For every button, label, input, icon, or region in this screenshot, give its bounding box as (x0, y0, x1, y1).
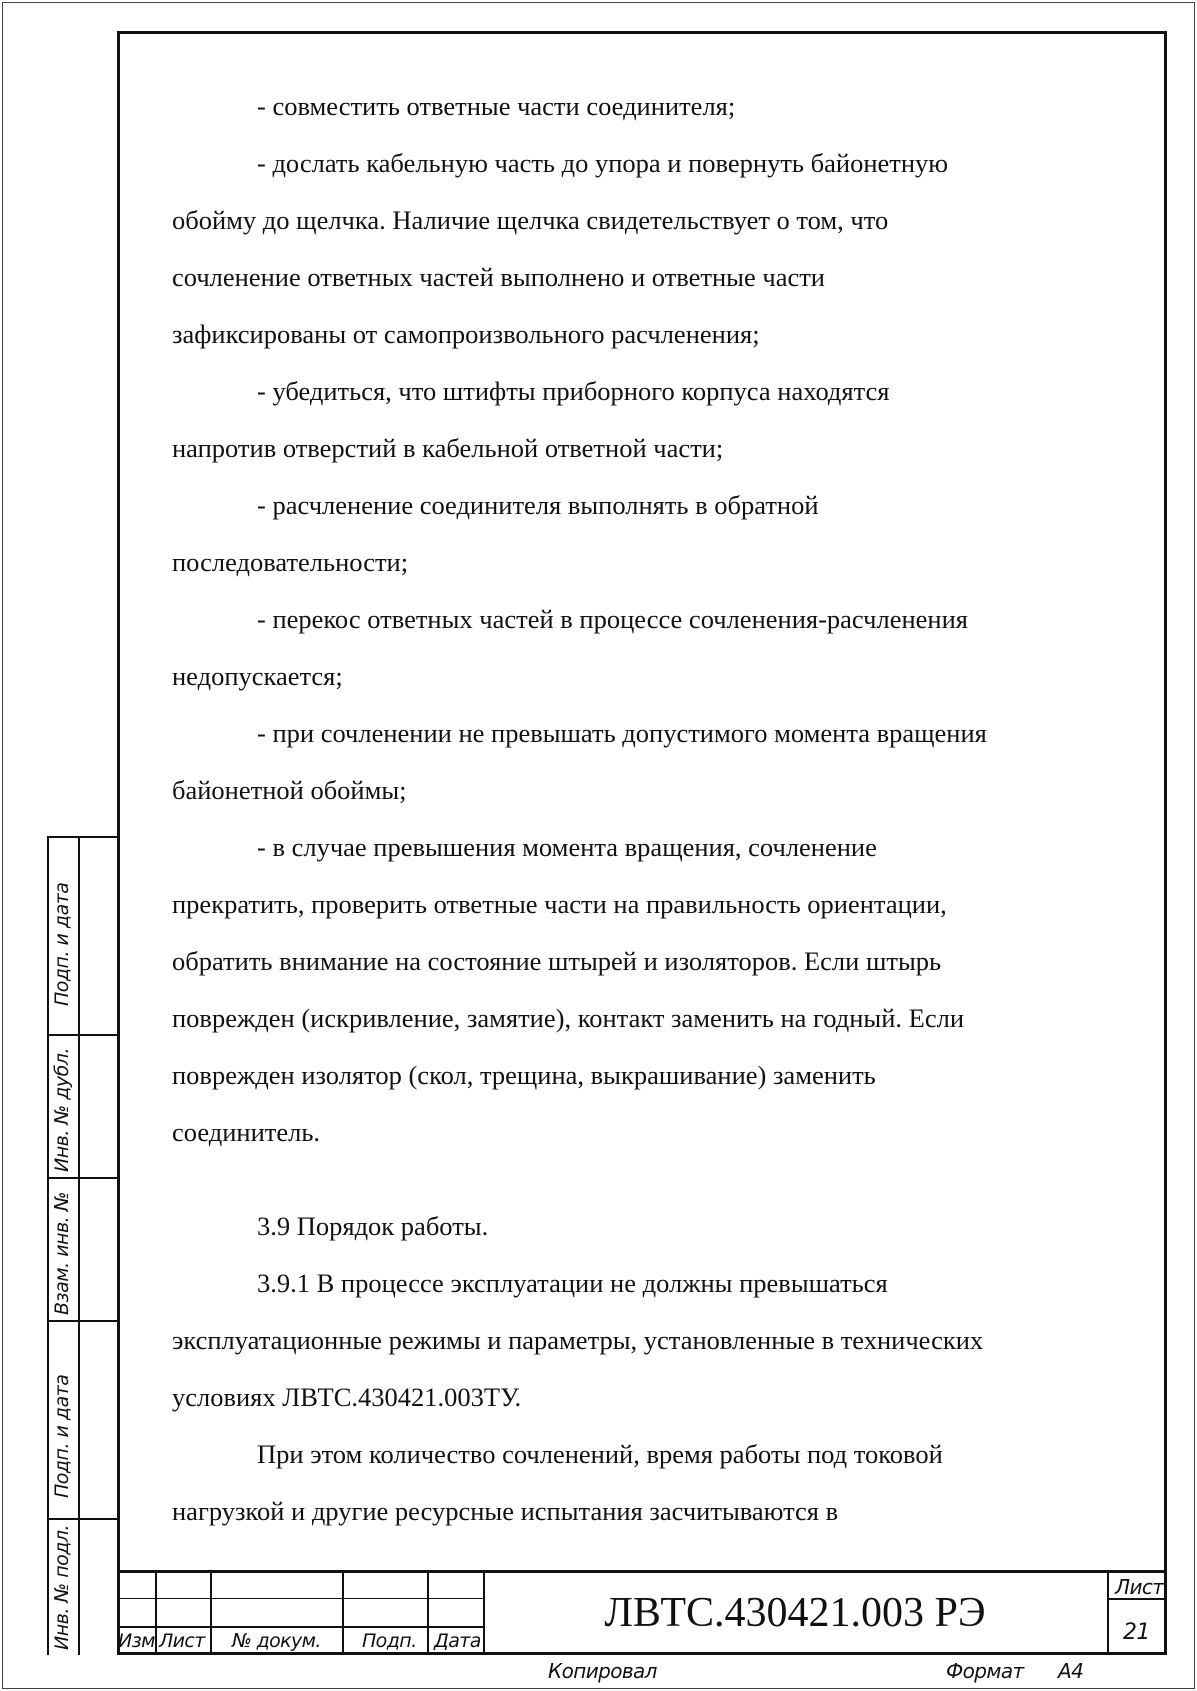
text-line: соединитель. (172, 1117, 321, 1147)
text-line: - дослать кабельную часть до упора и повернуть байонетную (257, 148, 949, 178)
format-value: А4 (1058, 1659, 1084, 1683)
side-column (47, 836, 119, 1655)
text-line: недопускается; (172, 661, 343, 691)
text-line: - расчленение соединителя выполнять в обратной (257, 490, 819, 520)
text-line: условиях ЛВТС.430421.003ТУ. (172, 1382, 522, 1412)
text-line: эксплуатационные режимы и параметры, установленные в технических (172, 1325, 984, 1355)
text-line: - при сочленении не превышать допустимого момента вращения (257, 718, 987, 748)
header-signature: Подп. (362, 1630, 417, 1652)
side-label-replaced-inv: Взам. инв. № (51, 1191, 73, 1315)
section-heading: 3.9 Порядок работы. (257, 1211, 489, 1241)
side-label-orig-inv: Инв. № подл. (51, 1524, 73, 1650)
header-change: Изм (118, 1630, 155, 1652)
text-line: обратить внимание на состояние штырей и изоляторов. Если штырь (172, 946, 942, 976)
text-line: поврежден (искривление, замятие), контакт заменить на годный. Если (172, 1003, 964, 1033)
header-date: Дата (434, 1630, 481, 1652)
text-line: прекратить, проверить ответные части на правильность ориентации, (172, 889, 947, 919)
text-line: нагрузкой и другие ресурсные испытания засчитываются в (172, 1496, 839, 1526)
text-line: зафиксированы от самопроизвольного расчленения; (172, 319, 760, 349)
side-label-sign-date: Подп. и дата (51, 882, 73, 1006)
text-line: сочленение ответных частей выполнено и ответные части (172, 262, 825, 292)
text-line: - в случае превышения момента вращения, сочленение (257, 832, 877, 862)
sheet-number: 21 (1123, 1620, 1150, 1645)
text-line: обойму до щелчка. Наличие щелчка свидетельствует о том, что (172, 205, 889, 235)
header-doc-number: № докум. (232, 1630, 321, 1652)
header-sheet: Лист (159, 1630, 205, 1652)
text-line: - совместить ответные части соединителя; (257, 91, 736, 121)
text-line: - убедиться, что штифты приборного корпуса находятся (257, 376, 890, 406)
copied-label: Копировал (548, 1659, 657, 1683)
title-block (117, 1570, 1167, 1655)
side-label-dup-inv: Инв. № дубл. (51, 1048, 73, 1172)
text-line: При этом количество сочленений, время работы под токовой (257, 1439, 943, 1469)
text-line: напротив отверстий в кабельной ответной части; (172, 433, 724, 463)
document-body (172, 78, 1102, 1540)
text-line: - перекос ответных частей в процессе сочленения-расчленения (257, 604, 968, 634)
text-line: последовательности; (172, 547, 409, 577)
text-line: поврежден изолятор (скол, трещина, выкрашивание) заменить (172, 1060, 876, 1090)
text-line: 3.9.1 В процессе эксплуатации не должны превышаться (257, 1268, 888, 1298)
text-line: байонетной обоймы; (172, 775, 407, 805)
format-label: Формат (946, 1659, 1024, 1683)
sheet-label: Лист (1115, 1575, 1164, 1599)
document-code: ЛВТС.430421.003 РЭ (604, 1589, 986, 1636)
side-label-sign-date-2: Подп. и дата (51, 1374, 73, 1498)
